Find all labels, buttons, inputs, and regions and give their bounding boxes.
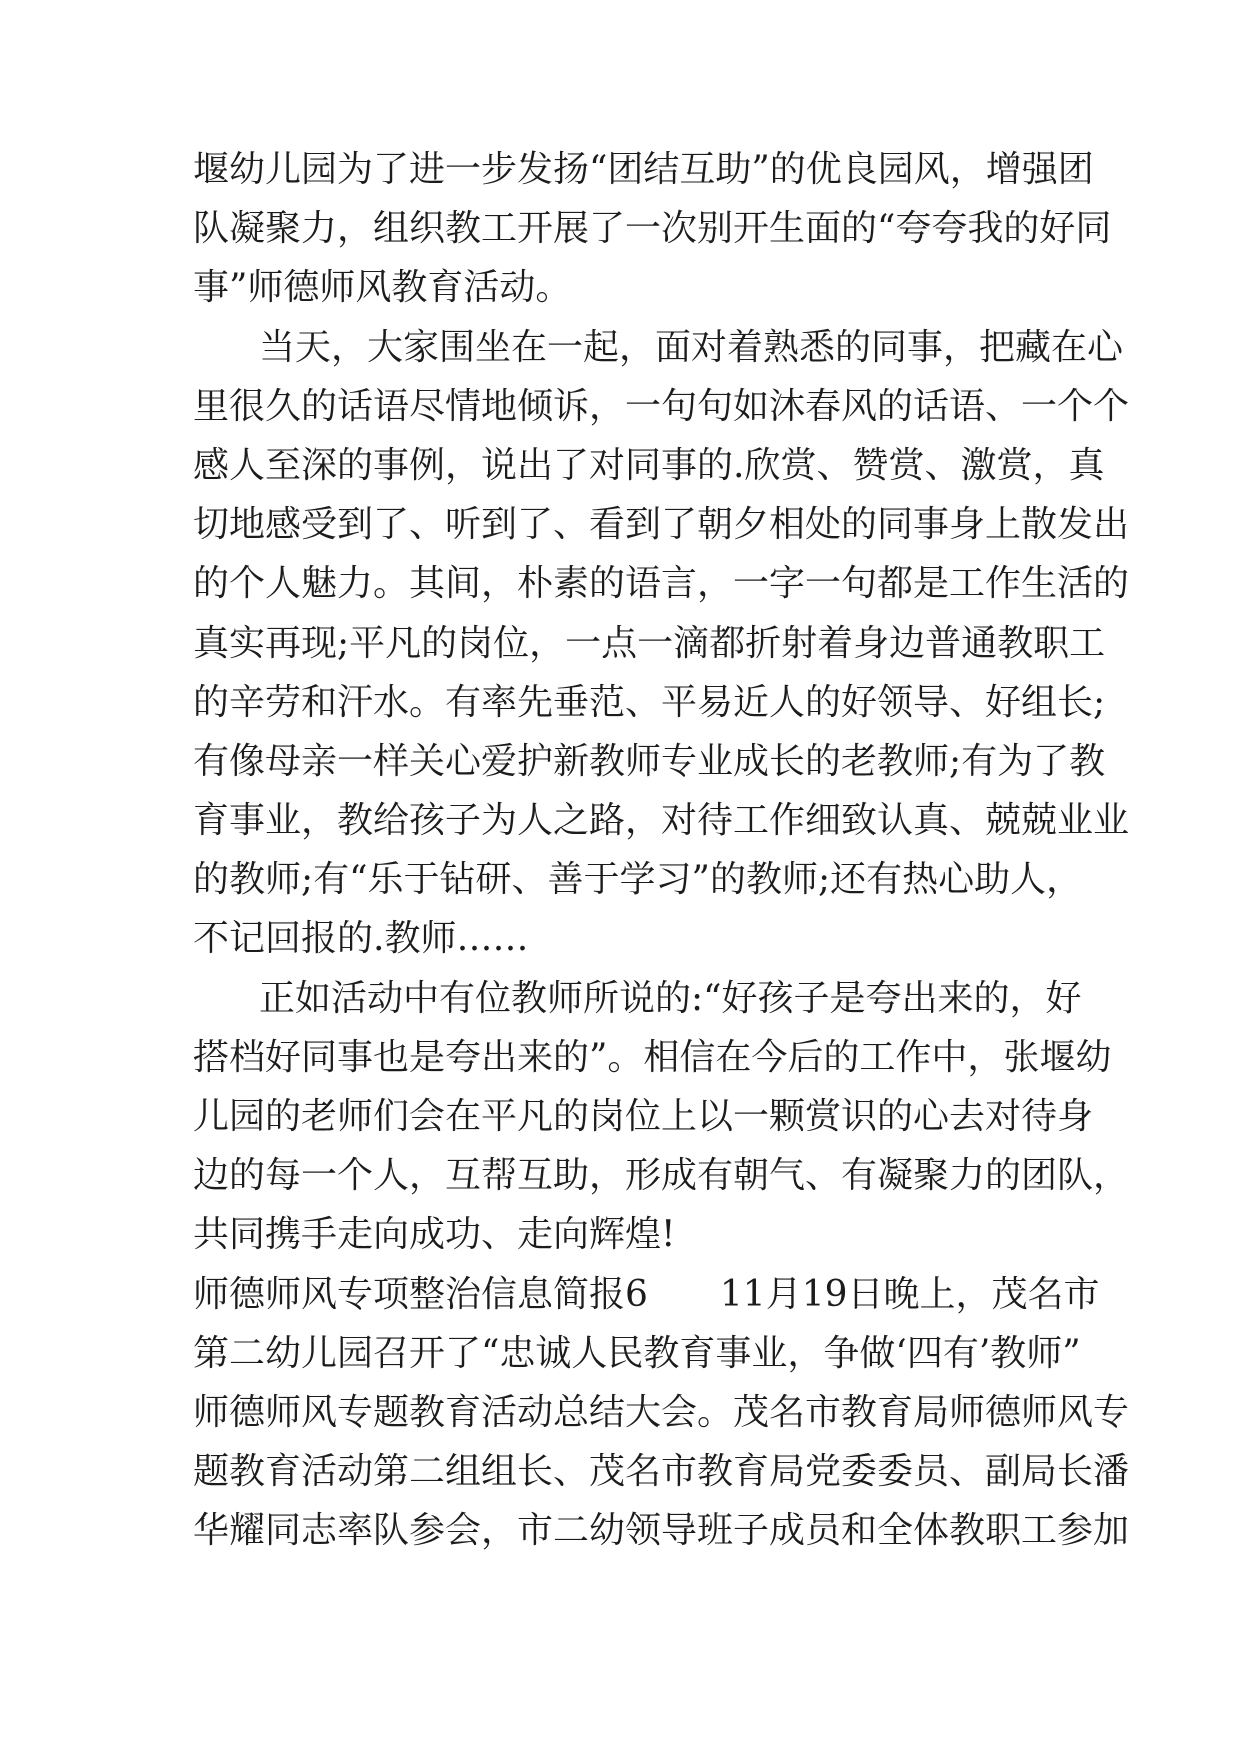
text-line: 不记回报的.教师…… xyxy=(193,918,529,960)
text-line: 事”师德师风教育活动。 xyxy=(193,267,572,309)
text-line: 感人至深的事例，说出了对同事的.欣赏、赞赏、激赏，真 xyxy=(193,444,1105,486)
document-body xyxy=(193,140,1130,1561)
text-line: 队凝聚力，组织教工开展了一次别开生面的“夸夸我的好同 xyxy=(193,208,1112,250)
text-line: 师德师风专项整治信息简报6 11月19日晚上，茂名市 xyxy=(193,1273,1100,1315)
text-line: 共同携手走向成功、走向辉煌! xyxy=(193,1214,676,1256)
text-line: 切地感受到了、听到了、看到了朝夕相处的同事身上散发出 xyxy=(193,504,1130,546)
text-line: 的个人魅力。其间，朴素的语言，一字一句都是工作生活的 xyxy=(193,563,1130,605)
text-line: 边的每一个人，互帮互助，形成有朝气、有凝聚力的团队， xyxy=(193,1155,1130,1197)
text-line: 华耀同志率队参会，市二幼领导班子成员和全体教职工参加 xyxy=(193,1510,1130,1552)
text-line: 育事业，教给孩子为人之路，对待工作细致认真、兢兢业业 xyxy=(193,800,1130,842)
text-line: 真实再现;平凡的岗位，一点一滴都折射着身边普通教职工 xyxy=(193,622,1106,664)
text-line: 的教师;有“乐于钻研、善于学习”的教师;还有热心助人， xyxy=(193,859,1083,901)
text-line: 里很久的话语尽情地倾诉，一句句如沐春风的话语、一个个 xyxy=(193,385,1130,427)
text-line: 儿园的老师们会在平凡的岗位上以一颗赏识的心去对待身 xyxy=(193,1096,1094,1137)
text-line: 正如活动中有位教师所说的:“好孩子是夸出来的，好 xyxy=(259,977,1082,1019)
text-line: 有像母亲一样关心爱护新教师专业成长的老教师;有为了教 xyxy=(193,740,1106,782)
text-line: 的辛劳和汗水。有率先垂范、平易近人的好领导、好组长; xyxy=(193,681,1106,723)
text-line: 当天，大家围坐在一起，面对着熟悉的同事，把藏在心 xyxy=(259,326,1124,368)
text-line: 堰幼儿园为了进一步发扬“团结互助”的优良园风，增强团 xyxy=(193,149,1094,190)
text-line: 题教育活动第二组组长、茂名市教育局党委委员、副局长潘 xyxy=(193,1451,1130,1493)
text-line: 师德师风专题教育活动总结大会。茂名市教育局师德师风专 xyxy=(193,1391,1130,1433)
text-line: 第二幼儿园召开了“忠诚人民教育事业，争做‘四有’教师” xyxy=(193,1332,1081,1374)
text-line: 搭档好同事也是夸出来的”。相信在今后的工作中，张堰幼 xyxy=(193,1036,1112,1078)
